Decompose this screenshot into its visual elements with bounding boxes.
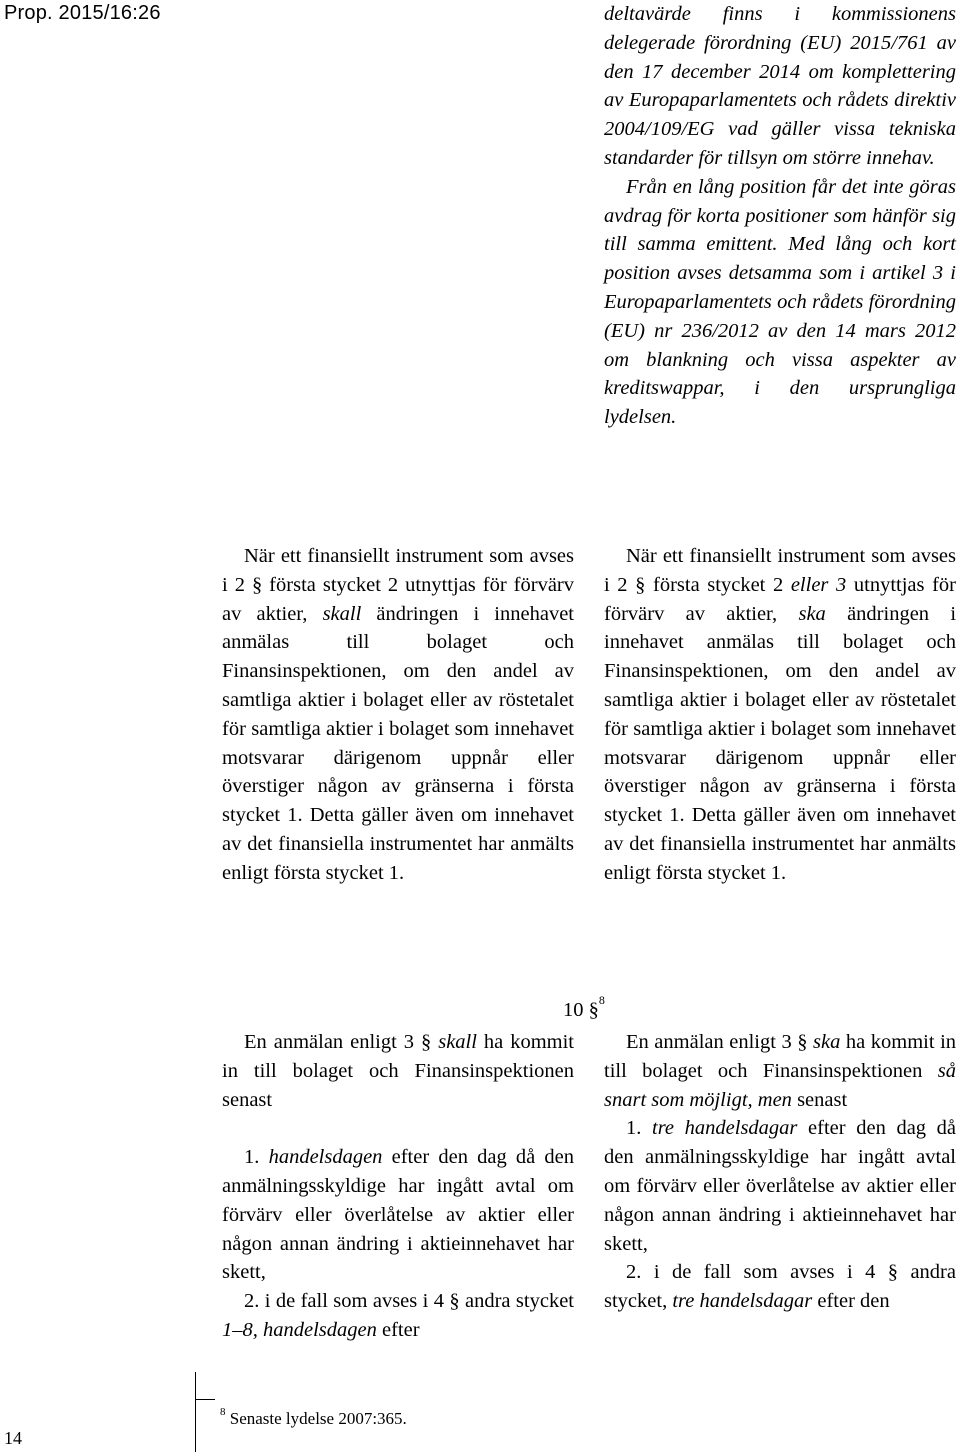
list-item: 2. i de fall som avses i 4 § andra stycket, tre handelsdagar efter den: [604, 1261, 956, 1313]
footnote-ref: 8: [598, 993, 605, 1007]
footnote-number: 8: [220, 1406, 226, 1418]
section-number: 10 §$^8$: [563, 993, 605, 1021]
paragraph: När ett finansiellt instrument som avses i 2 § första stycket 2 eller 3 utnyttjas för förvärv av aktier, ska ändringen i innehavet anmälas till bolaget och Finansinspektionen, om den andel av samtliga aktier i bolaget eller av röstetalet för samtliga aktier i bolaget som innehavet motsvarar därigenom uppnår eller överstiger någon av gränserna i första stycket 1. Detta gäller även om innehavet av det finansiella instrumentet har anmälts enligt första stycket 1.: [604, 545, 957, 884]
paragraph: Från en lång position får det inte göras avdrag för korta positioner som hänför sig till samma emittent. Med lång och kort position avses detsamma som i artikel 3 i Europaparlamentets och rådets förordning (EU) nr 236/2012 av den 14 mars 2012 om blankning och vissa aspekter av kreditswappar, i den ursprungliga lydelsen.: [604, 175, 956, 429]
right-bottom-text: [604, 1028, 956, 1316]
left-bottom-text: [222, 1028, 574, 1345]
paragraph: En anmälan enligt 3 § skall ha kommit in till bolaget och Finansinspektionen senast: [222, 1031, 574, 1111]
footnote-text: Senaste lydelse 2007:365.: [229, 1409, 407, 1428]
paragraph: deltavärde finns i kommissionens delegerade förordning (EU) 2015/761 av den 17 december 2014 om komplettering av Europaparlamentets och rådets direktiv 2004/109/EG vad gäller vissa tekniska standarder för tillsyn om större innehav.: [604, 3, 956, 169]
list-item: 1. handelsdagen efter den dag då den anmälningsskyldige har ingått avtal om förvärv eller överlåtelse av aktier eller någon annan ändring i aktieinnehavet har skett,: [222, 1146, 575, 1284]
page-number: 14: [4, 1428, 22, 1448]
footnote-separator: [195, 1399, 215, 1400]
margin-rule: [195, 1372, 196, 1452]
list-item: 2. i de fall som avses i 4 § andra stycket 1–8, handelsdagen efter: [222, 1290, 574, 1341]
right-mid-text: [604, 542, 956, 888]
list-item: 1. tre handelsdagar efter den dag då den anmälningsskyldige har ingått avtal om förvärv eller överlåtelse av aktier eller någon annan ändring i aktieinnehavet har skett,: [604, 1117, 957, 1255]
paragraph: När ett finansiellt instrument som avses i 2 § första stycket 2 utnyttjas för förvärv av aktier, skall ändringen i innehavet anmälas till bolaget och Finansinspektionen, om den andel av samtliga aktier i bolaget eller av röstetalet för samtliga aktier i bolaget som innehavet motsvarar därigenom uppnår eller överstiger någon av gränserna i första stycket 1. Detta gäller även om innehavet av det finansiella instrumentet har anmälts enligt första stycket 1.: [222, 545, 574, 884]
paragraph: En anmälan enligt 3 § ska ha kommit in till bolaget och Finansinspektionen så snart som möjligt, men senast: [604, 1031, 957, 1111]
left-mid-text: [222, 542, 574, 888]
top-right-text: [604, 0, 956, 432]
footnote: [220, 1406, 407, 1429]
document-header: Prop. 2015/16:26: [4, 2, 161, 24]
